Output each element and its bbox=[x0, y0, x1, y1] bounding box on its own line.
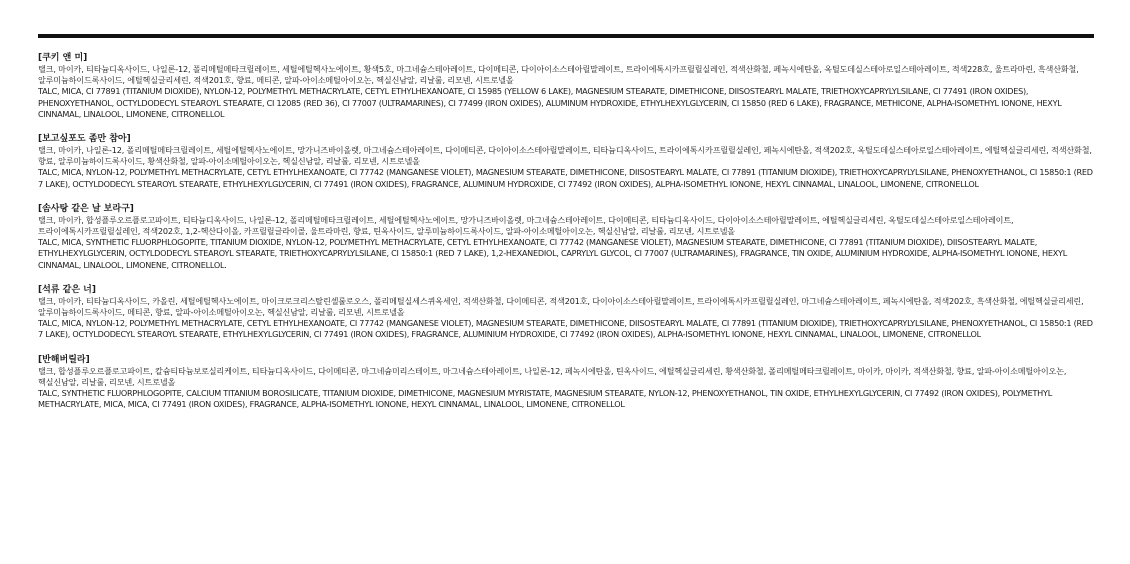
ingredients-english: TALC, SYNTHETIC FLUORPHLOGOPITE, CALCIUM TITANIUM BOROSILICATE, TITANIUM DIOXIDE, DIMETHICONE, MAGNESIUM MYRISTATE, MAGNESIUM STEARATE, NYLON-12, PHENOXYETHANOL, TIN OXIDE, ETHYLHEXYLGLYCERIN, CI 77492 (IRON OXIDES), POLYMETHYL METHACRYLATE, MICA, MICA, CI 77491 (IRON OXIDES), FRAGRANCE, ALPHA-ISOMETHYL IONONE, HEXYL CINNAMAL, LINALOOL, LIMONENE, CITRONELLOL bbox=[38, 388, 1052, 410]
product-section-pomegranate bbox=[38, 284, 1098, 341]
ingredients-korean: 탤크, 마이카, 티타늄디옥사이드, 카올린, 세틸에틸헥사노에이트, 마이크로크리스탈린셀룰로오스, 폴리메틸실세스퀴옥세인, 적색산화철, 다이메티콘, 적색201호, 다이아이소스테아릴말레이트, 트라이에톡시카프릴릴실레인, 마그네슘스테아레이트, 페녹시에탄올, 적색202호, 흑색산화철, 에틸헥실글리세린, 알루미늄하이드록사이드, 메티콘, 향료, 알파-아이소메틸아이오논, 헥실신남알, 리날룰, 리모넨, 시트로넬올 bbox=[38, 295, 1084, 318]
product-title: [보고싶포도 좀만 참아] bbox=[38, 134, 131, 145]
ingredients-korean: 탤크, 마이카, 티타늄디옥사이드, 나일론-12, 폴리메틸메타크릴레이트, 세틸에틸헥사노에이트, 황색5호, 마그네슘스테아레이트, 다이메티콘, 다이아이소스테아릴말레이트, 트라이에톡시카프릴릴실레인, 적색산화철, 페녹시에탄올, 옥틸도데실스테아로일스테아레이트, 적색228호, 울트라마린, 흑색산화철, 알루미늄하이드록사이드, 에틸헥실글리세린, 적색201호, 향료, 메티콘, 알파-아이소메틸아이오논, 헥실신남알, 리날룰, 리모넨, 시트로넬올 bbox=[38, 64, 1079, 86]
ingredients-english: TALC, MICA, NYLON-12, POLYMETHYL METHACRYLATE, CETYL ETHYLHEXANOATE, CI 77742 (MANGANESE VIOLET), MAGNESIUM STEARATE, DIMETHICONE, DIISOSTEARYL MALATE, CI 77891 (TITANIUM DIOXIDE), TRIETHOXYCAPRYLYLSILANE, PHENOXYETHANOL, CI 15850:1 (RED 7 LAKE), OCTYLDODECYL STEAROYL STEARATE, ETHYLHEXYLGLYCERIN, CI 77491 (IRON OXIDES), FRAGRANCE, ALUMINUM HYDROXIDE, CI 77492 (IRON OXIDES), ALPHA-ISOMETHYL IONONE, HEXYL CINNAMAL, LINALOOL, LIMONENE, CITRONELLOL bbox=[38, 167, 1093, 189]
ingredients-english: TALC, MICA, NYLON-12, POLYMETHYL METHACRYLATE, CETYL ETHYLHEXANOATE, CI 77742 (MANGANESE VIOLET), MAGNESIUM STEARATE, DIMETHICONE, DIISOSTEARYL MALATE, CI 77891 (TITANIUM DIOXIDE), TRIETHOXYCAPRYLYLSILANE, PHENOXYETHANOL, CI 15850:1 (RED 7 LAKE), OCTYLDODECYL STEAROYL STEARATE, ETHYLHEXYLGLYCERIN, CI 77491 (IRON OXIDES), FRAGRANCE, ALUMINIUM HYDROXIDE, CI 77492 (IRON OXIDES), ALPHA-ISOMETHYL IONONE, HEXYL CINNAMAL, LINALOOL, LIMONENE, CITRONELLOL bbox=[38, 318, 1093, 340]
product-section-fall-for-you bbox=[38, 354, 1098, 411]
ingredients-list bbox=[38, 52, 1098, 423]
ingredients-english: TALC, MICA, CI 77891 (TITANIUM DIOXIDE), NYLON-12, POLYMETHYL METHACRYLATE, CETYL ETHYLHEXANOATE, CI 15985 (YELLOW 6 LAKE), MAGNESIUM STEARATE, DIMETHICONE, DIISOSTEARYL MALATE, TRIETHOXYCAPRYLYLSILANE, CI 77491 (IRON OXIDES), PHENOXYETHANOL, OCTYLDODECYL STEAROYL STEARATE, CI 12085 (RED 36), CI 77007 (ULTRAMARINES), CI 77499 (IRON OXIDES), ALUMINUM HYDROXIDE, ETHYLHEXYLGLYCERIN, CI 15850 (RED 6 LAKE), FRAGRANCE, METHICONE, ALPHA-ISOMETHYL IONONE, HEXYL CINNAMAL, LINALOOL, LIMONENE, CITRONELLOL bbox=[38, 86, 1062, 119]
product-section-cotton-candy bbox=[38, 203, 1098, 271]
product-title: [반해버릴라] bbox=[38, 354, 90, 365]
ingredients-korean: 탤크, 마이카, 합성플루오르플로고파이트, 티타늄디옥사이드, 나일론-12, 폴리메틸메타크릴레이트, 세틸에틸헥사노에이트, 망가니즈바이올렛, 마그네슘스테아레이트, 다이메티콘, 티타늄디옥사이드, 다이아이소스테아릴말레이트, 에틸헥실글리세린, 옥틸도데실스테아로일스테아레이트, 트라이에톡시카프릴릴실레인, 적색202호, 1,2-헥산다이올, 카프릴릴글라이콜, 울트라마린, 향료, 틴옥사이드, 알루미늄하이드록사이드, 알파-아이소메틸아이오논, 헥실신남알, 리날룰, 리모넨, 시트로넬올 bbox=[38, 214, 1014, 237]
ingredients-english: TALC, MICA, SYNTHETIC FLUORPHLOGOPITE, TITANIUM DIOXIDE, NYLON-12, POLYMETHYL METHACRYLATE, CETYL ETHYLHEXANOATE, CI 77742 (MANGANESE VIOLET), MAGNESIUM STEARATE, DIMETHICONE, CI 77891 (TITANIUM DIOXIDE), DIISOSTEARYL MALATE, ETHYLHEXYLGLYCERIN, OCTYLDODECYL STEAROYL STEARATE, TRIETHOXYCAPRYLYLSILANE, CI 15850:1 (RED 7 LAKE), 1,2-HEXANEDIOL, CAPRYLYL GLYCOL, CI 77007 (ULTRAMARINES), FRAGRANCE, TIN OXIDE, ALUMINIUM HYDROXIDE, ALPHA-ISOMETHYL IONONE, HEXYL CINNAMAL, LINALOOL, LIMONENE, CITRONELLOL. bbox=[38, 237, 1067, 270]
top-divider bbox=[38, 34, 1094, 38]
product-section-grape bbox=[38, 133, 1098, 190]
ingredients-korean: 탤크, 합성플루오르플로고파이트, 칼슘티타늄보로실리케이트, 티타늄디옥사이드, 다이메티콘, 마그네슘미리스테이트, 마그네슘스테아레이트, 나일론-12, 페녹시에탄올, 틴옥사이드, 에틸헥실글리세린, 황색산화철, 폴리메틸메타크릴레이트, 마이카, 마이카, 적색산화철, 향료, 알파-아이소메틸아이오논, 헥실신남알, 리날룰, 리모넨, 시트로넬올 bbox=[38, 365, 1067, 387]
product-title: [쿠키 앤 미] bbox=[38, 53, 88, 63]
product-title: [석류 같은 너] bbox=[38, 284, 96, 295]
product-title: [솜사탕 같은 날 보라구] bbox=[38, 203, 134, 214]
product-section-cookie-and-me bbox=[38, 52, 1098, 120]
ingredients-korean: 탤크, 마이카, 나일론-12, 폴리메틸메타크릴레이트, 세틸에틸헥사노에이트, 망가니즈바이올렛, 마그네슘스테아레이트, 다이메티콘, 다이아이소스테아릴말레이트, 티타늄디옥사이드, 트라이에톡시카프릴릴실레인, 페녹시에탄올, 적색202호, 옥틸도데실스테아로일스테아레이트, 에틸헥실글리세린, 적색산화철, 향료, 알루미늄하이드록사이드, 황색산화철, 알파-아이소메틸아이오논, 헥실신남알, 리날룰, 리모넨, 시트로넬올 bbox=[38, 145, 1092, 167]
